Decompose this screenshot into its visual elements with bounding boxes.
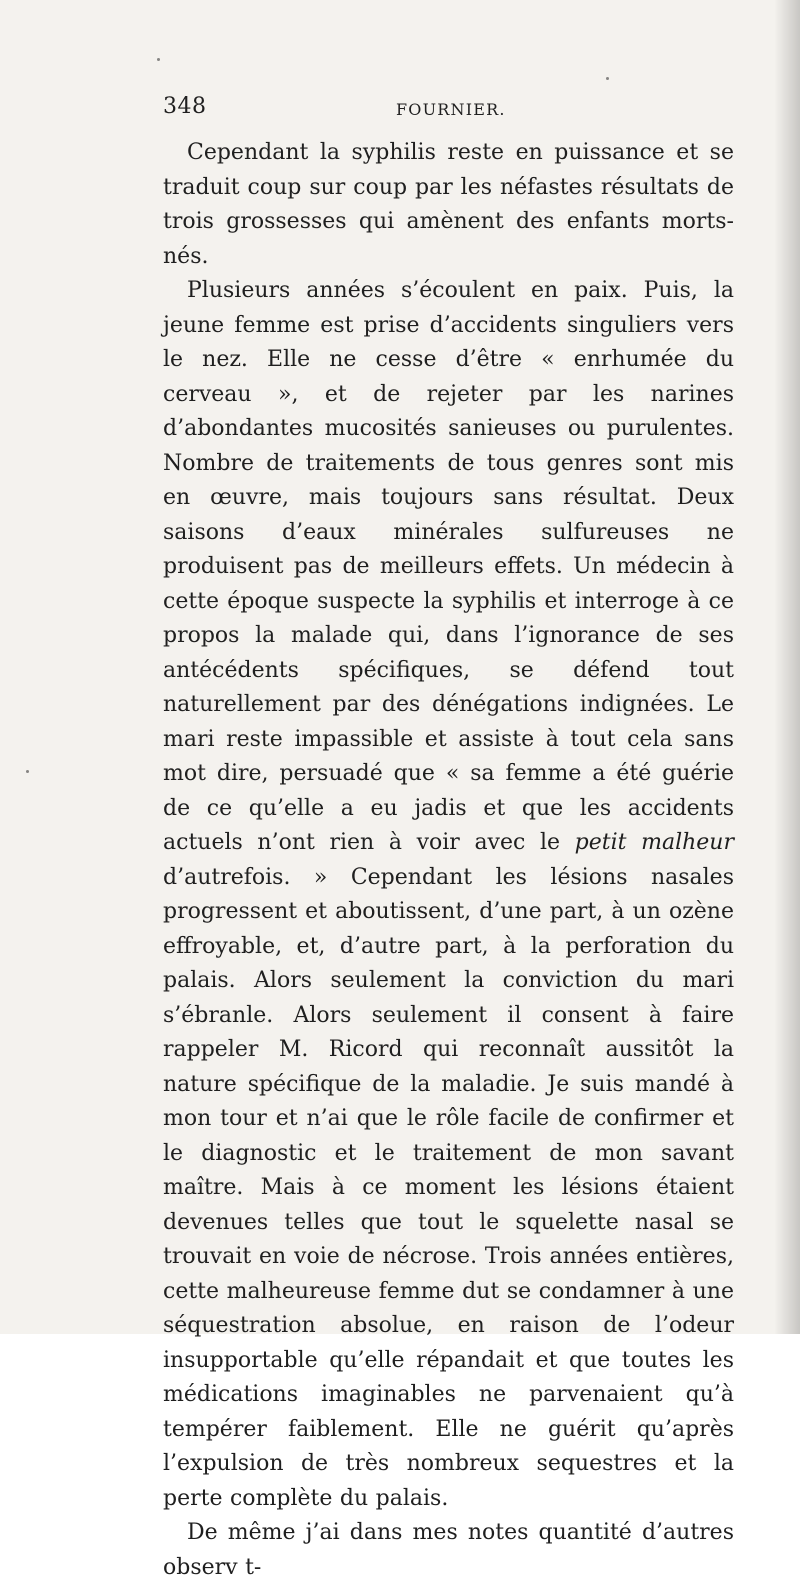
paragraph-1: Cependant la syphilis reste en puissance et se traduit coup sur coup par les néfastes résultats de trois grossesses qui amènent des enfants morts-nés.	[163, 140, 734, 269]
ink-speck	[157, 58, 160, 61]
paragraph-3: De même j’ai dans mes notes quantité d’autres observ t-	[163, 1520, 734, 1580]
running-title: FOURNIER.	[396, 100, 506, 119]
paragraph-2-text-b: d’autrefois. » Cependant les lésions nasales progressent et aboutissent, d’une part, à un ozène effroyable, et, d’autre part, à la perforation du palais. Alors seulement la conviction du mari s’ébranle. Alors seulement il consent à faire rappeler M. Ricord qui reconnaît aussitôt la nature spécifique de la maladie. Je suis mandé à mon tour et n’ai que le rôle facile de confirmer et le diagnostic et le traitement de mon savant maître. Mais à ce moment les lésions étaient devenues telles que tout le squelette nasal se trouvait en voie de nécrose. Trois années entières, cette malheureuse femme dut se condamner à une séquestration absolue, en raison de l’odeur insupportable qu’elle répandait et que toutes les médications imaginables ne parvenaient qu’à tempérer faiblement. Elle ne guérit qu’après l’expulsion de très nombreux sequestres et la perte complète du palais.	[163, 864, 734, 1511]
page-edge-shadow	[774, 0, 800, 1334]
page-number: 348	[163, 94, 207, 119]
ink-speck	[26, 770, 29, 773]
ink-speck	[606, 77, 609, 80]
italic-phrase: petit malheur	[574, 830, 734, 855]
paragraph-2-text-a: Plusieurs années s’écoulent en paix. Puis, la jeune femme est prise d’accidents singuliers vers le nez. Elle ne cesse d’être « enrhumée du cerveau », et de rejeter par les narines d’abondantes mucosités sanieuses ou purulentes. Nombre de traitements de tous genres sont mis en œuvre, mais toujours sans résultat. Deux saisons d’eaux minérales sulfureuses ne produisent pas de meilleurs effets. Un médecin à cette époque suspecte la syphilis et interroge à ce propos la malade qui, dans l’ignorance de ses antécédents spécifiques, se défend tout naturellement par des dénégations indignées. Le mari reste impassible et assiste à tout cela sans mot dire, persuadé que « sa femme a été guérie de ce qu’elle a eu jadis et que les accidents actuels n’ont rien à voir avec le	[163, 278, 734, 855]
running-head	[163, 96, 734, 134]
paragraph-2	[163, 274, 734, 1516]
body-text	[163, 136, 734, 1585]
